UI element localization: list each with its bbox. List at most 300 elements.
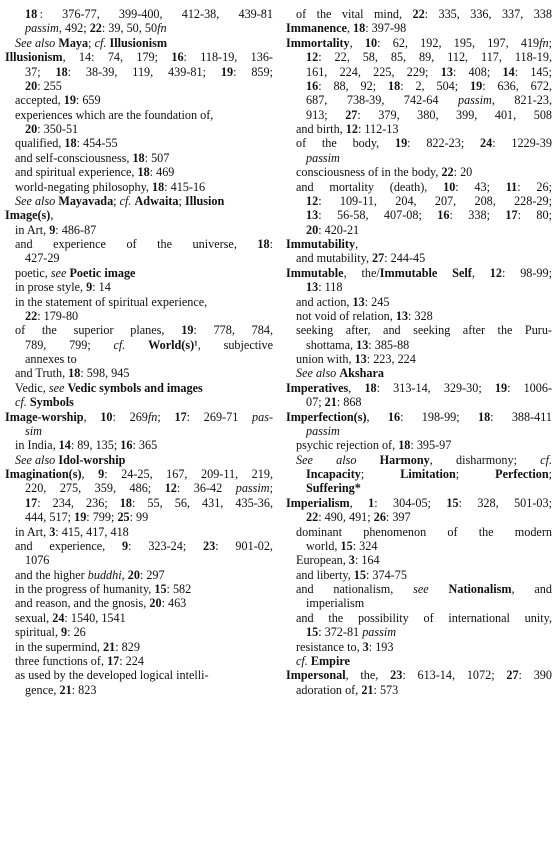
text: ; bbox=[88, 35, 95, 50]
bold-text: 18 bbox=[25, 7, 38, 21]
bold-text: Poetic image bbox=[69, 265, 136, 280]
text: , disharmony; bbox=[429, 452, 541, 467]
index-entry-line bbox=[286, 208, 552, 222]
text: in prose style, bbox=[15, 280, 87, 295]
italic-text: buddhi bbox=[87, 567, 122, 582]
bold-text: 19 bbox=[63, 93, 76, 108]
index-entry-line bbox=[5, 525, 273, 539]
text: : 395-97 bbox=[410, 438, 452, 453]
bold-text: 20 bbox=[25, 122, 38, 136]
index-entry-heading bbox=[286, 266, 552, 280]
text: world, bbox=[306, 538, 341, 553]
bold-text: 3 bbox=[348, 553, 355, 568]
index-entry-line bbox=[286, 338, 552, 352]
text: : 55, 56, 431, 435-36, bbox=[131, 495, 273, 510]
text: and liberty, bbox=[296, 567, 354, 582]
text: : 415-16 bbox=[164, 179, 206, 194]
text: : 179-80 bbox=[37, 308, 79, 323]
index-entry-line bbox=[5, 453, 273, 467]
italic-text: passim bbox=[306, 423, 340, 438]
text: not void of relation, bbox=[296, 308, 396, 323]
bold-text: 22 bbox=[25, 308, 38, 323]
text: and spiritual experience, bbox=[15, 165, 138, 180]
index-entry-line bbox=[5, 654, 273, 668]
text: Vedic, bbox=[15, 380, 49, 395]
text: , 492; bbox=[58, 21, 90, 36]
bold-text: 15 bbox=[154, 582, 167, 596]
italic-text: see bbox=[50, 265, 70, 280]
index-entry-line bbox=[286, 510, 552, 524]
index-entry-heading bbox=[286, 410, 552, 424]
bold-text: 1 bbox=[368, 495, 375, 510]
bold-text: 21 bbox=[324, 395, 337, 410]
bold-text: Imperialism bbox=[286, 495, 350, 510]
text: , bbox=[121, 567, 128, 582]
index-entry-line bbox=[5, 568, 273, 582]
bold-text: 15 bbox=[446, 495, 459, 510]
text: : 397 bbox=[385, 510, 411, 525]
text: 1076 bbox=[25, 553, 50, 568]
index-entry-line bbox=[5, 323, 273, 337]
bold-text: 22 bbox=[412, 7, 425, 21]
bold-text: 10 bbox=[100, 409, 113, 424]
bold-text: 22 bbox=[306, 510, 319, 525]
text: : 193 bbox=[368, 639, 394, 654]
index-entry-line bbox=[286, 122, 552, 136]
bold-text: 25 bbox=[117, 510, 130, 525]
index-entry-line bbox=[286, 251, 552, 265]
bold-text: 19 bbox=[470, 78, 483, 93]
text: : 379, 380, 399, 401, 508 bbox=[357, 107, 552, 122]
bold-text: 9 bbox=[61, 625, 68, 640]
text: poetic, bbox=[15, 265, 51, 280]
text: : 14 bbox=[92, 280, 111, 295]
index-entry-line bbox=[5, 438, 273, 452]
bold-text: 18 bbox=[151, 179, 165, 194]
italic-text: passim bbox=[306, 150, 340, 165]
text: : 659 bbox=[75, 93, 101, 108]
italic-text: See also bbox=[296, 366, 340, 381]
italic-text: see bbox=[413, 582, 449, 596]
bold-text: 27 bbox=[372, 251, 385, 266]
text: of the superior planes, bbox=[15, 323, 182, 338]
text: : 486-87 bbox=[55, 222, 97, 237]
text: : 328, 501-03; bbox=[458, 495, 552, 510]
italic-text: cf. bbox=[94, 35, 110, 50]
text: : 868 bbox=[336, 395, 362, 410]
text: : 397-98 bbox=[365, 21, 407, 36]
index-entry-line bbox=[5, 352, 273, 366]
text: : 24-25, 167, 209-11, 219, bbox=[104, 467, 273, 481]
bold-text: 9 bbox=[86, 280, 93, 295]
bold-text: 20 bbox=[149, 596, 162, 611]
text: : 799; bbox=[86, 510, 118, 525]
text: ; bbox=[113, 193, 120, 208]
text: ; bbox=[178, 193, 185, 208]
text: : 335, 336, 337, 338 bbox=[424, 7, 552, 21]
index-entry-line bbox=[286, 539, 552, 553]
text: : 454-55 bbox=[76, 136, 118, 151]
index-entry-heading bbox=[286, 36, 552, 50]
bold-text: 20 bbox=[25, 78, 38, 93]
bold-text: 11 bbox=[505, 179, 518, 194]
index-entry-line bbox=[286, 93, 552, 107]
index-entry-line bbox=[5, 683, 273, 697]
text: and action, bbox=[296, 294, 353, 309]
bold-text: 12 bbox=[306, 193, 319, 208]
index-entry-line bbox=[286, 309, 552, 323]
bold-text: 19 bbox=[394, 136, 408, 151]
text: : 1229-39 bbox=[492, 136, 552, 151]
text: , bbox=[355, 237, 359, 251]
index-entry-line bbox=[5, 93, 273, 107]
text: 427-29 bbox=[25, 251, 60, 266]
index-entry-line bbox=[286, 194, 552, 208]
bold-text: Illusionism bbox=[109, 35, 168, 50]
bold-text: 3 bbox=[362, 639, 369, 654]
bold-text: 18 bbox=[132, 150, 145, 165]
text: , 14: 74, 179; bbox=[62, 50, 172, 65]
text: annexes to bbox=[25, 352, 77, 366]
text: : 36-42 bbox=[176, 481, 236, 496]
bold-text: 20 bbox=[306, 222, 319, 237]
bold-text: 18 bbox=[137, 165, 150, 180]
bold-text: 21 bbox=[103, 639, 116, 654]
bold-text: Imperatives bbox=[286, 380, 349, 395]
text: 687, 738-39, 742-64 bbox=[306, 93, 458, 108]
index-entry-line bbox=[5, 309, 273, 323]
index-entry-heading bbox=[5, 410, 273, 424]
text: 07; bbox=[306, 395, 325, 410]
index-entry-line bbox=[286, 438, 552, 452]
text: : 376-77, 399-400, 412-38, 439-81 bbox=[37, 7, 273, 21]
text: adoration of, bbox=[296, 682, 362, 697]
text: : 26 bbox=[67, 625, 86, 640]
text: , the/ bbox=[343, 265, 380, 280]
text: : 829 bbox=[115, 639, 140, 654]
text: : bbox=[269, 237, 273, 251]
bold-text: 18 bbox=[55, 64, 68, 79]
text: in Art, bbox=[15, 222, 50, 237]
text: in Art, bbox=[15, 524, 50, 539]
index-entry-heading bbox=[286, 496, 552, 510]
italic-text: see bbox=[48, 380, 68, 395]
index-entry-line bbox=[5, 640, 273, 654]
bold-text: 14 bbox=[58, 438, 71, 453]
index-entry-line bbox=[5, 395, 273, 409]
text: psychic rejection of, bbox=[296, 438, 399, 453]
bold-text: 13 bbox=[356, 337, 369, 352]
bold-text: Adwaita bbox=[134, 193, 179, 208]
text: and the possibility of international unity, bbox=[296, 610, 552, 625]
text: : 80; bbox=[517, 208, 552, 223]
text: , 821-23, bbox=[491, 93, 552, 108]
text: , bbox=[348, 380, 365, 395]
text: : 38-39, 119, 439-81; bbox=[67, 64, 221, 79]
bold-text: Harmony bbox=[379, 452, 430, 467]
bold-text: 18 bbox=[398, 438, 411, 453]
index-entry-line bbox=[286, 323, 552, 337]
bold-text: 24 bbox=[480, 136, 493, 151]
bold-text: Akshara bbox=[339, 366, 385, 381]
bold-text: Imperfection(s) bbox=[286, 409, 367, 424]
bold-text: Mayavada bbox=[58, 193, 114, 208]
text: : 22, 58, 85, 89, 112, 117, 118-19, bbox=[318, 50, 552, 65]
bold-text: 17 bbox=[25, 495, 38, 510]
text: and experience of the universe, bbox=[15, 237, 258, 251]
bold-text: 19 bbox=[181, 323, 194, 338]
index-entry-line bbox=[5, 611, 273, 625]
bold-text: 23 bbox=[390, 668, 403, 683]
text: 789, 799; bbox=[25, 337, 114, 352]
bold-text: Immutability bbox=[286, 237, 356, 251]
text: : 408; bbox=[452, 64, 503, 79]
text: : 118 bbox=[318, 280, 343, 295]
text: and reason, and the gnosis, bbox=[15, 596, 150, 611]
bold-text: 20 bbox=[127, 567, 140, 582]
bold-text: 13 bbox=[440, 64, 453, 79]
index-entry-line bbox=[5, 668, 273, 682]
index-entry-line bbox=[5, 381, 273, 395]
text: : 56-58, 407-08; bbox=[318, 208, 438, 223]
text: ; bbox=[548, 35, 552, 50]
bold-text: Imagination(s) bbox=[5, 467, 82, 481]
text: : 62, 192, 195, 197, 419 bbox=[377, 35, 540, 50]
bold-text: 9 bbox=[122, 538, 129, 553]
index-entry-line bbox=[286, 481, 552, 495]
text: , bbox=[349, 35, 365, 50]
text: and self-consciousness, bbox=[15, 150, 133, 165]
bold-text: Immortality bbox=[286, 35, 350, 50]
bold-text: 15 bbox=[353, 567, 366, 582]
text: , bbox=[471, 265, 490, 280]
text: accepted, bbox=[15, 93, 64, 108]
text: in the statement of spiritual experience, bbox=[15, 294, 208, 309]
text: : 98-99; bbox=[501, 265, 552, 280]
bold-text: 9 bbox=[49, 222, 56, 237]
bold-text: 14 bbox=[502, 64, 515, 79]
text: : 39, 50, 50 bbox=[101, 21, 158, 36]
text: qualified, bbox=[15, 136, 65, 151]
index-entry-line bbox=[286, 395, 552, 409]
index-entry-line bbox=[5, 553, 273, 567]
index-entry-heading bbox=[286, 668, 552, 682]
index-entry-line bbox=[286, 640, 552, 654]
index-entry-line bbox=[5, 496, 273, 510]
index-entry-line bbox=[5, 481, 273, 495]
bold-text: 13 bbox=[306, 208, 319, 223]
bold-text: Impersonal bbox=[286, 668, 346, 683]
bold-text: 21 bbox=[361, 682, 374, 697]
text: : 365 bbox=[132, 438, 158, 453]
text: experiences which are the foundation of, bbox=[15, 107, 214, 122]
text: consciousness of in the body, bbox=[296, 165, 442, 180]
index-entry-line bbox=[5, 424, 273, 438]
text: : 388-411 bbox=[490, 409, 552, 424]
text: : 224 bbox=[119, 653, 144, 668]
text: : 420-21 bbox=[318, 222, 360, 237]
text: : 164 bbox=[354, 553, 380, 568]
bold-text: 12 bbox=[164, 481, 177, 496]
bold-text: Image-worship bbox=[5, 409, 84, 424]
index-entry-line bbox=[5, 194, 273, 208]
text: ; bbox=[548, 467, 552, 481]
text: and mutability, bbox=[296, 251, 373, 266]
text: : 89, 135; bbox=[70, 438, 121, 453]
bold-text: Illusionism bbox=[5, 50, 63, 65]
bold-text: 16 bbox=[120, 438, 133, 453]
text: : 1006- bbox=[507, 380, 552, 395]
bold-text: 3 bbox=[49, 524, 56, 539]
bold-text: 15 bbox=[340, 538, 353, 553]
text: and Truth, bbox=[15, 366, 69, 381]
index-entry-line bbox=[5, 237, 273, 251]
index-entry-line bbox=[5, 36, 273, 50]
text: : 223, 224 bbox=[366, 352, 416, 366]
bold-text: 18 bbox=[477, 409, 491, 424]
italic-text: fn bbox=[157, 21, 167, 36]
text: : 198-99; bbox=[400, 409, 478, 424]
bold-text: 16 bbox=[437, 208, 450, 223]
index-entry-line bbox=[5, 223, 273, 237]
index-entry-heading bbox=[5, 467, 273, 481]
italic-text: cf. bbox=[113, 337, 149, 352]
index-entry-heading bbox=[5, 50, 273, 64]
text: : 304-05; bbox=[374, 495, 447, 510]
index-entry-line bbox=[286, 525, 552, 539]
text: : 324 bbox=[352, 538, 378, 553]
index-entry-line bbox=[5, 596, 273, 610]
text: in India, bbox=[15, 438, 59, 453]
index-entry-line bbox=[286, 151, 552, 165]
text: ; bbox=[157, 409, 175, 424]
index-entry-line bbox=[5, 625, 273, 639]
text: : 372-81 bbox=[318, 625, 363, 640]
bold-text: 22 bbox=[89, 21, 102, 36]
text: three functions of, bbox=[15, 653, 108, 668]
index-entry-heading bbox=[286, 381, 552, 395]
text: , bbox=[349, 495, 369, 510]
text: : 43; bbox=[455, 179, 506, 194]
bold-text: 16 bbox=[306, 78, 319, 93]
index-entry-line bbox=[286, 654, 552, 668]
index-entry-line bbox=[5, 65, 273, 79]
text: : 145; bbox=[514, 64, 552, 79]
italic-text: passim bbox=[362, 625, 397, 640]
text: of the vital mind, bbox=[296, 7, 413, 21]
italic-text: cf. bbox=[296, 653, 311, 668]
bold-text: 22 bbox=[441, 165, 454, 180]
text: 220, 275, 359, 486; bbox=[25, 481, 165, 496]
text: in the supermind, bbox=[15, 639, 104, 654]
text: resistance to, bbox=[296, 639, 363, 654]
bold-text: Incapacity bbox=[306, 467, 361, 481]
text: : 109-11, 204, 207, 208, 228-29; bbox=[318, 193, 552, 208]
text: 913; bbox=[306, 107, 346, 122]
bold-text: Illusion bbox=[184, 193, 225, 208]
bold-text: 18 bbox=[119, 495, 132, 510]
bold-text: Immanence bbox=[286, 21, 347, 36]
text: , bbox=[346, 21, 354, 36]
bold-text: 12 bbox=[306, 50, 319, 65]
text: , bbox=[83, 409, 101, 424]
italic-text: passim bbox=[457, 93, 492, 108]
text: : 613-14, 1072; bbox=[402, 668, 507, 683]
bold-text: 13 bbox=[306, 280, 319, 295]
index-entry-line bbox=[286, 683, 552, 697]
bold-text: Suffering* bbox=[306, 481, 361, 496]
text: shottama, bbox=[306, 337, 357, 352]
text: : 823 bbox=[71, 682, 97, 697]
text: : 469 bbox=[149, 165, 175, 180]
italic-text: cf. bbox=[540, 452, 552, 467]
text: : 112-13 bbox=[357, 122, 399, 136]
text: ; bbox=[269, 481, 273, 496]
bold-text: 17 bbox=[505, 208, 518, 223]
text: , the, bbox=[345, 668, 391, 683]
bold-text: 13 bbox=[352, 294, 365, 309]
bold-text: 18 bbox=[353, 21, 366, 36]
text: : 88, 92; bbox=[318, 78, 389, 93]
text: , bbox=[50, 208, 54, 223]
bold-text: 13 bbox=[354, 352, 367, 366]
bold-text: Limitation bbox=[400, 467, 456, 481]
text: : 297 bbox=[139, 567, 165, 582]
index-entry-line bbox=[286, 280, 552, 294]
text: , and bbox=[511, 582, 552, 596]
bold-text: 13 bbox=[395, 308, 409, 323]
index-entry-line bbox=[5, 366, 273, 380]
text: : 118-19, 136- bbox=[183, 50, 273, 65]
index-entry-line bbox=[5, 180, 273, 194]
index-entry-line bbox=[286, 453, 552, 467]
bold-text: Image(s) bbox=[5, 208, 51, 223]
index-entry-line bbox=[5, 136, 273, 150]
bold-text: Immutable Self bbox=[379, 265, 472, 280]
index-entry-line bbox=[5, 108, 273, 122]
text: and mortality (death), bbox=[296, 179, 444, 194]
bold-text: 18 bbox=[64, 136, 77, 151]
text: ; bbox=[360, 467, 401, 481]
text: : 338; bbox=[449, 208, 506, 223]
text: and birth, bbox=[296, 122, 346, 136]
text: : 328 bbox=[408, 308, 433, 323]
text: : 1540, 1541 bbox=[64, 610, 126, 625]
index-entry-line bbox=[5, 151, 273, 165]
text: dominant phenomenon of the modern bbox=[296, 524, 552, 539]
text: spiritual, bbox=[15, 625, 62, 640]
text: : 255 bbox=[37, 78, 62, 93]
text: : 507 bbox=[144, 150, 170, 165]
text: : 350-51 bbox=[37, 122, 79, 136]
index-entry-line bbox=[286, 223, 552, 237]
index-entry-line bbox=[5, 539, 273, 553]
text: : 582 bbox=[166, 582, 192, 596]
index-entry-line bbox=[286, 108, 552, 122]
text: imperialism bbox=[306, 596, 365, 611]
text: : 234, 236; bbox=[37, 495, 120, 510]
italic-text: See also bbox=[296, 452, 380, 467]
text: : 269-71 bbox=[186, 409, 253, 424]
text: ; bbox=[455, 467, 496, 481]
text: of the body, bbox=[296, 136, 395, 151]
bold-text: 12 bbox=[345, 122, 358, 136]
bold-text: Symbols bbox=[29, 395, 74, 410]
index-entry-line bbox=[5, 165, 273, 179]
bold-text: 12 bbox=[489, 265, 502, 280]
text: : 901-02, bbox=[215, 538, 273, 553]
index-entry-line bbox=[286, 50, 552, 64]
